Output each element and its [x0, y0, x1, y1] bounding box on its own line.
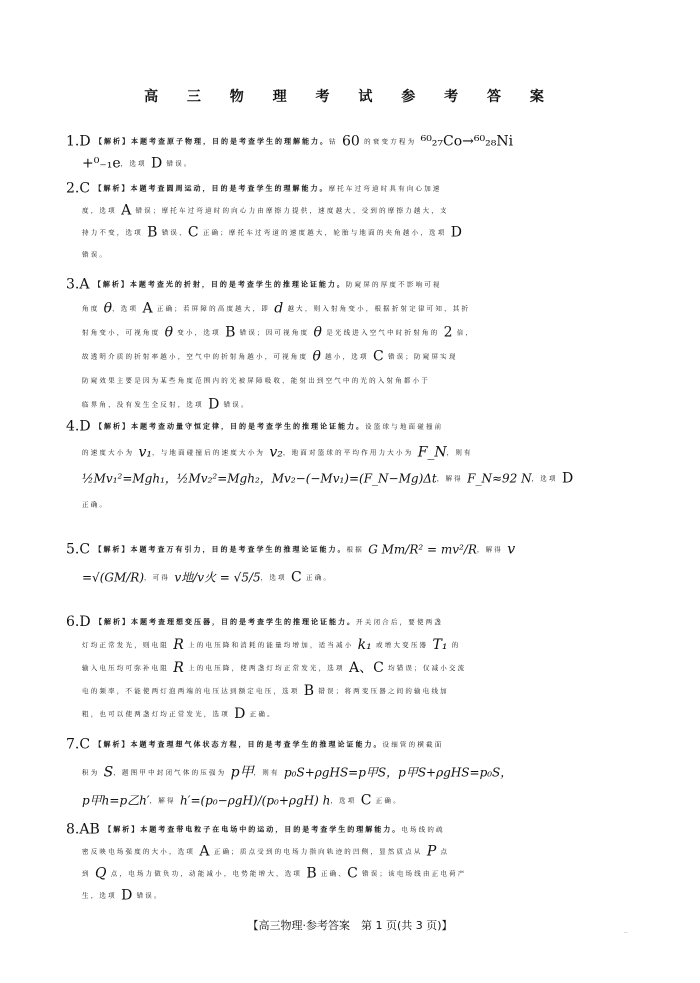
text-segment: 设细管的横截面 — [382, 740, 444, 749]
text-segment: 【解析】本题考查光的折射，目的是考查学生的推理论证能力。 — [93, 280, 346, 289]
question-block — [66, 730, 642, 814]
text-segment: θ — [164, 324, 174, 341]
text-segment: 2.C — [66, 180, 95, 197]
answer-line — [66, 656, 642, 679]
text-segment: 3.A — [66, 276, 94, 293]
text-segment: 错误。 — [219, 400, 250, 409]
text-segment: ，解得 — [436, 474, 468, 483]
answer-line — [66, 862, 642, 884]
corner-mark: ·· — [624, 930, 628, 937]
text-segment: 的衰变方程为 — [359, 137, 421, 146]
text-segment: θ — [313, 324, 322, 341]
answer-line — [66, 730, 642, 758]
text-segment: 正确、 — [316, 869, 348, 878]
text-segment: k₁ — [357, 637, 372, 653]
answer-line — [66, 840, 642, 862]
text-segment: A — [142, 300, 153, 317]
text-segment: 射角变小，可视角度 — [82, 328, 165, 337]
text-segment: 积为 — [82, 768, 104, 777]
text-segment: 错误。 — [82, 250, 109, 259]
text-segment: ，选项 — [112, 304, 143, 313]
text-segment: 正确。 — [301, 573, 333, 582]
answer-line — [66, 320, 642, 344]
text-segment: 防窥屏的厚度不影响可视 — [345, 280, 442, 289]
answer-line — [66, 610, 642, 633]
answer-line — [66, 758, 642, 786]
text-segment: 故透明介质的折射率越小，空气中的折射角越小，可视角度 — [82, 352, 313, 361]
text-segment: 【解析】本题考查动量守恒定律，目的是考查学生的推理论证能力。 — [95, 422, 366, 431]
text-segment: D — [121, 887, 133, 904]
text-segment: 或增大变压器 — [371, 641, 433, 649]
text-segment: v₁ — [138, 444, 152, 461]
text-segment: ，选项 — [330, 796, 361, 805]
text-segment: ，选项 — [260, 573, 292, 582]
answer-line — [66, 413, 642, 439]
text-segment: R — [173, 637, 184, 653]
text-segment: +⁰₋₁e — [82, 155, 121, 172]
text-segment: =√(GM/R) — [82, 570, 145, 585]
text-segment: 【解析】本题考查理想气体状态方程，目的是考查学生的推理论证能力。 — [94, 740, 383, 749]
answer-line — [66, 439, 642, 465]
answer-line — [66, 679, 642, 702]
text-segment: ，解得 — [149, 796, 180, 805]
text-segment: R — [173, 660, 184, 676]
text-segment: 错误；防窥屏实现 — [383, 352, 458, 361]
text-segment: 点 — [436, 847, 450, 856]
text-segment: 错误。 — [132, 891, 163, 900]
text-segment: 越大，则入射角变小，根据折射定律可知，其折 — [283, 304, 471, 313]
text-segment: 错误；摩托车过弯道时的向心力由摩擦力提供，速度越大，受到的摩擦力越大，支 — [131, 206, 449, 215]
text-segment: h′=(p₀−ρgH)/(p₀+ρgH) h — [179, 793, 331, 808]
text-segment: 2 — [443, 324, 453, 341]
text-segment: p₀S+ρgHS=p甲S，p甲S+ρgHS=p₀S， — [283, 765, 513, 780]
text-segment: T₁ — [432, 637, 448, 653]
text-segment: 正确；若屏障的高度越大，即 — [152, 304, 275, 313]
text-segment: A — [121, 202, 132, 219]
text-segment: 错误；因可视角度 — [235, 328, 314, 337]
text-segment: 上的电压降和消耗的能量均增加，适当减小 — [183, 641, 358, 649]
text-segment: 1.D — [66, 133, 96, 150]
text-segment: 根据 — [346, 545, 369, 554]
text-segment: 防窥效果主要是因为某些角度范围内的光被屏障吸收，能射出到空气中的光的入射角都小于 — [82, 376, 430, 385]
text-segment: C — [291, 569, 302, 586]
text-segment: θ — [103, 300, 113, 317]
question-block — [66, 818, 642, 906]
text-segment: 的 — [447, 641, 461, 649]
text-segment: ，选项 — [531, 474, 562, 483]
text-segment: 正确。 — [82, 500, 109, 509]
text-segment: C — [360, 792, 372, 809]
text-segment: B — [303, 683, 315, 699]
text-segment: 临界角，没有发生全反射，选项 — [82, 400, 209, 409]
text-segment: 持力不变，选项 — [82, 228, 148, 237]
answer-line — [66, 344, 642, 368]
text-segment: 错误。 — [162, 159, 193, 168]
answer-line — [66, 177, 642, 199]
text-segment: ，可得 — [144, 573, 175, 582]
text-segment: 钴 — [329, 137, 343, 146]
text-segment: A、C — [348, 660, 384, 676]
text-segment: 输入电压均可弥补电阻 — [82, 664, 174, 672]
text-segment: θ — [312, 348, 321, 365]
text-segment: S — [103, 764, 114, 781]
answer-line — [66, 786, 642, 814]
text-segment: D — [208, 396, 220, 413]
text-segment: ，则有 — [253, 768, 284, 777]
question-block — [66, 610, 642, 725]
page-footer: 【高三物理·参考答案 第 1 页(共 3 页)】 — [247, 919, 453, 932]
text-segment: 电场线的疏 — [401, 825, 445, 834]
text-segment: 倍， — [452, 328, 475, 337]
text-segment: ，地面对篮球的平均作用力大小为 — [282, 448, 418, 457]
text-segment: ⁶⁰₂₇Co→⁶⁰₂₈Ni — [420, 133, 514, 150]
text-segment: 生，选项 — [82, 891, 122, 900]
text-segment: 【解析】本题考查万有引力，目的是考查学生的推理论证能力。 — [94, 545, 347, 554]
text-segment: 错误；将两变压器之间的输电线加 — [314, 687, 449, 695]
question-block — [66, 272, 642, 416]
text-segment: 【解析】本题考查圆周运动，目的是考查学生的理解能力。 — [94, 184, 329, 193]
text-segment: D — [450, 224, 462, 241]
text-segment: C — [347, 865, 358, 882]
text-segment: 6.D — [66, 614, 96, 630]
text-segment: 开关闭合后，要使两盏 — [356, 618, 444, 626]
text-segment: C — [372, 348, 384, 365]
answer-line — [66, 272, 642, 296]
answer-line — [66, 243, 642, 265]
answer-line — [66, 368, 642, 392]
text-segment: 电的频率，不能使两灯泡两端的电压达到额定电压，选项 — [82, 687, 304, 695]
text-segment: ，解得 — [476, 545, 508, 554]
text-segment: 正确；质点受到的电场力指向轨迹的凹侧，显然质点从 — [209, 847, 427, 856]
text-segment: P — [426, 843, 437, 860]
answer-line — [66, 702, 642, 725]
question-block — [66, 535, 642, 591]
text-segment: 设篮球与地面碰撞前 — [365, 422, 444, 431]
text-segment: 正确；摩托车过弯道的速度越大，轮胎与地面的夹角越小，选项 — [198, 228, 451, 237]
question-block — [66, 177, 642, 265]
text-segment: B — [306, 865, 317, 882]
answer-line — [66, 563, 642, 591]
text-segment: 角度 — [82, 304, 104, 313]
answer-line — [66, 884, 642, 906]
text-segment: C — [187, 224, 199, 241]
answer-line — [66, 296, 642, 320]
text-segment: 错误、 — [157, 228, 188, 237]
text-segment: 5.C — [66, 541, 95, 558]
text-segment: 8.AB — [66, 821, 105, 838]
answer-line — [66, 221, 642, 243]
text-segment: ，选项 — [120, 159, 152, 168]
text-segment: v — [507, 541, 516, 558]
text-segment: G Mm/R² = mv²/R — [368, 542, 477, 557]
answer-line — [66, 491, 642, 517]
text-segment: ，题图甲中封闭气体的压强为 — [113, 768, 231, 777]
text-segment: ，则有 — [446, 448, 473, 457]
answer-line — [66, 535, 642, 563]
text-segment: 60 — [342, 133, 360, 150]
text-segment: v₂ — [269, 444, 283, 461]
text-segment: p甲h=p乙h′ — [82, 793, 150, 808]
text-segment: 7.C — [66, 736, 95, 753]
answer-line — [66, 818, 642, 840]
text-segment: v地/v火 = √5/5 — [174, 570, 261, 585]
text-segment: p甲 — [230, 764, 254, 781]
text-segment: ，与地面碰撞后的速度大小为 — [152, 448, 270, 457]
text-segment: 是光线进入空气中时折射角的 — [321, 328, 444, 337]
text-segment: 到 — [82, 869, 95, 878]
text-segment: D — [561, 470, 574, 487]
answer-line — [66, 152, 642, 174]
text-segment: D — [151, 155, 163, 172]
text-segment: 点，电场力做负功，动能减小，电势能增大，选项 — [106, 869, 307, 878]
text-segment: Q — [94, 865, 107, 882]
text-segment: 【解析】本题考查原子物理，目的是考查学生的理解能力。 — [95, 137, 330, 146]
text-segment: 越小，选项 — [320, 352, 373, 361]
text-segment: 错误；该电场线由正电荷产 — [357, 869, 467, 878]
text-segment: 变小，选项 — [173, 328, 226, 337]
question-block — [66, 130, 642, 174]
answer-line — [66, 465, 642, 491]
text-segment: A — [199, 843, 210, 860]
text-segment: F_N — [417, 444, 447, 461]
text-segment: ½Mv₁²=Mgh₁，½Mv₂²=Mgh₂，Mv₂−(−Mv₁)=(F_N−Mg)Δt — [82, 471, 437, 486]
text-segment: 4.D — [66, 418, 96, 435]
text-segment: B — [147, 224, 158, 241]
text-segment: 均错误；仅减小交流 — [383, 664, 467, 672]
text-segment: 正确。 — [371, 796, 402, 805]
text-segment: 密反映电场强度的大小，选项 — [82, 847, 200, 856]
text-segment: 上的电压降，使两盏灯均正常发光，选项 — [183, 664, 349, 672]
text-segment: 的速度大小为 — [82, 448, 139, 457]
text-segment: 摩托车过弯道时具有向心加速 — [328, 184, 442, 193]
text-segment: 【解析】本题考查带电粒子在电场中的运动，目的是考查学生的理解能力。 — [104, 825, 402, 834]
page-title: 高 三 物 理 考 试 参 考 答 案 — [144, 89, 556, 105]
text-segment: 灯均正常发光，则电阻 — [82, 641, 174, 649]
text-segment: d — [274, 300, 284, 317]
text-segment: 度，选项 — [82, 206, 122, 215]
text-segment: F_N≈92 N — [467, 471, 532, 486]
answer-line — [66, 199, 642, 221]
answer-line — [66, 633, 642, 656]
answer-line — [66, 130, 642, 152]
question-block — [66, 413, 642, 517]
text-segment: 【解析】本题考查理想变压器，目的是考查学生的推理论证能力。 — [95, 618, 357, 626]
text-segment: D — [234, 706, 246, 722]
text-segment: 正确。 — [245, 710, 276, 718]
text-segment: 粗，也可以使两盏灯均正常发光，选项 — [82, 710, 235, 718]
text-segment: B — [225, 324, 236, 341]
